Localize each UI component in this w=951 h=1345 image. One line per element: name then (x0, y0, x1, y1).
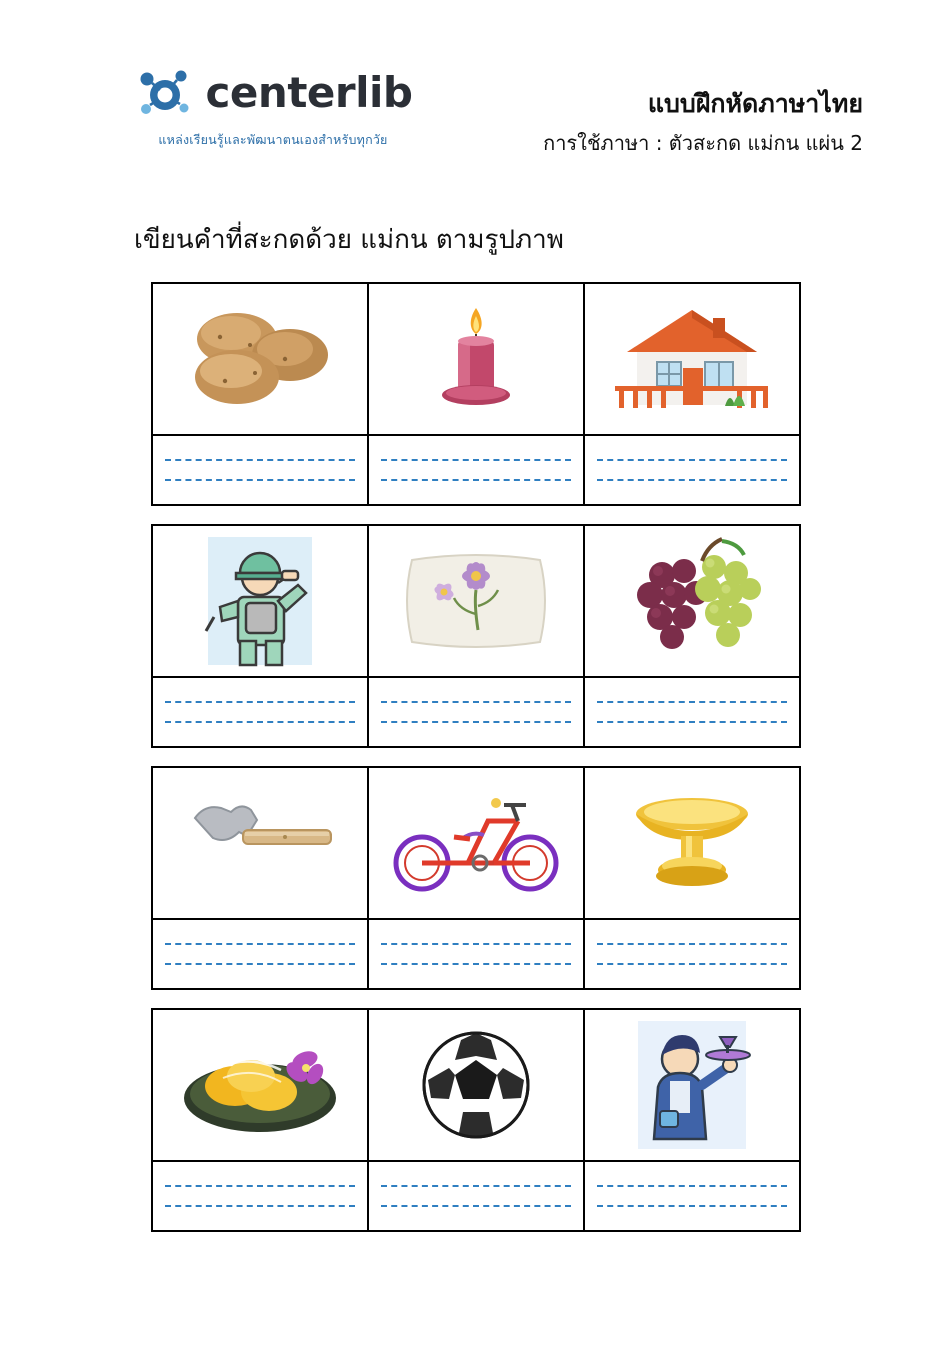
worksheet-grid (151, 282, 801, 1232)
picture-cell (585, 526, 799, 676)
writing-line (597, 701, 787, 703)
thai-dessert-plate-image (165, 1020, 355, 1150)
picture-cell (153, 526, 369, 676)
cushion-pillow-image (386, 536, 566, 666)
writing-line (597, 721, 787, 723)
answer-cell[interactable] (369, 678, 585, 746)
writing-line (381, 701, 571, 703)
picture-row (153, 284, 799, 434)
football-image (411, 1020, 541, 1150)
writing-line (165, 1205, 355, 1207)
answer-line-row (153, 434, 799, 504)
picture-row (153, 526, 799, 676)
writing-line (165, 459, 355, 461)
answer-cell[interactable] (369, 920, 585, 988)
answer-cell[interactable] (153, 436, 369, 504)
writing-line (165, 943, 355, 945)
worksheet-row (151, 524, 801, 748)
brand-name: centerlib (205, 68, 413, 117)
answer-cell[interactable] (153, 1162, 369, 1230)
answer-cell[interactable] (585, 920, 799, 988)
writing-line (597, 479, 787, 481)
answer-cell[interactable] (369, 436, 585, 504)
page-subtitle: การใช้ภาษา : ตัวสะกด แม่กน แผ่น 2 (543, 131, 863, 155)
writing-line (597, 1185, 787, 1187)
bicycle-image (376, 783, 576, 903)
worksheet-row (151, 1008, 801, 1232)
brand-block (118, 62, 428, 150)
house-image (597, 294, 787, 424)
answer-line-row (153, 918, 799, 988)
answer-line-row (153, 676, 799, 746)
writing-line (381, 459, 571, 461)
answer-cell[interactable] (369, 1162, 585, 1230)
writing-line (165, 701, 355, 703)
writing-line (597, 1205, 787, 1207)
soldier-saluting-image (190, 531, 330, 671)
brand-tagline: แหล่งเรียนรู้และพัฒนาตนเองสำหรับทุกวัย (158, 132, 388, 147)
picture-cell (369, 768, 585, 918)
writing-line (597, 963, 787, 965)
picture-cell (585, 768, 799, 918)
page-header (0, 0, 951, 157)
page-title: แบบฝึกหัดภาษาไทย (647, 89, 863, 118)
picture-cell (585, 284, 799, 434)
instruction-text: เขียนคำที่สะกดด้วย แม่กน ตามรูปภาพ (134, 225, 564, 255)
writing-line (165, 1185, 355, 1187)
picture-row (153, 768, 799, 918)
picture-cell (153, 1010, 369, 1160)
writing-line (165, 721, 355, 723)
writing-line (165, 479, 355, 481)
grapes-image (602, 531, 782, 671)
picture-cell (153, 284, 369, 434)
writing-line (381, 943, 571, 945)
writing-line (381, 1205, 571, 1207)
centerlib-molecule-logo-icon (134, 62, 196, 124)
picture-cell (369, 1010, 585, 1160)
document-titles (543, 62, 863, 157)
golden-pedestal-tray-image (617, 778, 767, 908)
writing-line (381, 963, 571, 965)
answer-cell[interactable] (585, 436, 799, 504)
hammer-image (165, 788, 355, 898)
potatoes-image (165, 299, 355, 419)
writing-line (381, 1185, 571, 1187)
picture-cell (153, 768, 369, 918)
answer-cell[interactable] (153, 920, 369, 988)
worksheet-row (151, 766, 801, 990)
writing-line (381, 479, 571, 481)
picture-row (153, 1010, 799, 1160)
answer-cell[interactable] (585, 1162, 799, 1230)
answer-line-row (153, 1160, 799, 1230)
writing-line (597, 943, 787, 945)
answer-cell[interactable] (585, 678, 799, 746)
answer-cell[interactable] (153, 678, 369, 746)
brand-row (134, 62, 413, 124)
writing-line (597, 459, 787, 461)
worksheet-row (151, 282, 801, 506)
picture-cell (585, 1010, 799, 1160)
picture-cell (369, 284, 585, 434)
writing-line (381, 721, 571, 723)
waiter-image (622, 1015, 762, 1155)
candle-image (426, 294, 526, 424)
picture-cell (369, 526, 585, 676)
writing-line (165, 963, 355, 965)
